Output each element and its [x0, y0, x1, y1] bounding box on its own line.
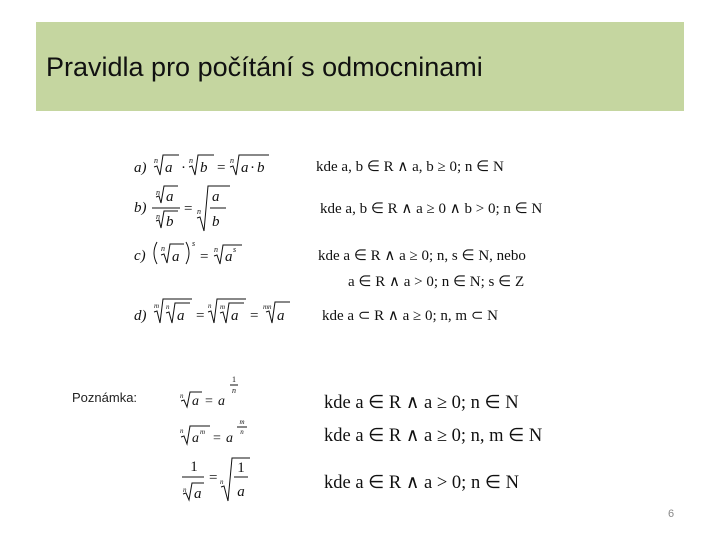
rule-b-formula	[134, 184, 264, 234]
svg-text:n: n	[183, 486, 187, 494]
svg-text:n: n	[166, 303, 170, 311]
rule-b-condition: kde a, b ∈ R ∧ a ≥ 0 ∧ b > 0; n ∈ N	[320, 201, 543, 217]
svg-text:=: =	[213, 431, 221, 446]
svg-text:a: a	[192, 431, 199, 446]
rule-a-formula	[134, 150, 284, 180]
svg-text:a: a	[218, 394, 225, 409]
svg-text:n: n	[197, 207, 201, 216]
rule-label: a)	[134, 160, 147, 176]
rule-c-condition: kde a ∈ R ∧ a ≥ 0; n, s ∈ N, nebo	[318, 248, 526, 264]
svg-text:a: a	[241, 160, 249, 176]
rule-a-condition: kde a, b ∈ R ∧ a, b ≥ 0; n ∈ N	[316, 159, 504, 175]
svg-text:a: a	[192, 394, 199, 409]
svg-text:=: =	[250, 308, 259, 324]
svg-text:1: 1	[190, 459, 198, 475]
svg-text:b: b	[166, 214, 174, 230]
svg-text:a: a	[231, 308, 239, 324]
svg-text:n: n	[156, 188, 160, 197]
page-number: 6	[668, 508, 675, 520]
svg-text:·: ·	[250, 160, 255, 176]
svg-text:mn: mn	[263, 303, 272, 311]
svg-text:=: =	[200, 249, 209, 265]
rule-d-formula	[134, 296, 304, 328]
svg-text:=: =	[209, 470, 218, 486]
rule-d-condition: kde a ⊂ R ∧ a ≥ 0; n, m ⊂ N	[322, 308, 498, 324]
svg-text:a: a	[226, 431, 233, 446]
svg-text:a: a	[194, 486, 202, 502]
svg-text:1: 1	[232, 375, 236, 384]
svg-text:n: n	[230, 156, 234, 165]
rule-label: c)	[134, 248, 146, 264]
rule-label: d)	[134, 308, 147, 324]
svg-text:b: b	[257, 160, 265, 176]
rule-c-formula	[134, 236, 264, 272]
svg-text:a: a	[237, 484, 245, 500]
note-label: Poznámka:	[72, 390, 138, 405]
svg-text:n: n	[161, 244, 165, 253]
svg-text:n: n	[180, 392, 184, 400]
rule-c-condition-alt: a ∈ R ∧ a > 0; n ∈ N; s ∈ Z	[348, 274, 525, 290]
svg-text:=: =	[184, 201, 193, 217]
svg-text:a: a	[165, 160, 173, 176]
note-2-formula	[180, 416, 270, 446]
svg-text:n: n	[154, 156, 158, 165]
svg-text:=: =	[205, 394, 213, 409]
svg-text:m: m	[220, 303, 226, 311]
svg-text:n: n	[240, 428, 244, 436]
svg-text:s: s	[192, 239, 196, 248]
note-2-condition: kde a ∈ R ∧ a ≥ 0; n, m ∈ N	[324, 426, 543, 446]
svg-text:a: a	[212, 189, 220, 205]
svg-text:n: n	[214, 245, 218, 254]
svg-text:1: 1	[237, 460, 245, 476]
svg-text:b: b	[200, 160, 208, 176]
svg-text:n: n	[232, 386, 236, 395]
svg-text:n: n	[180, 427, 184, 435]
svg-text:a: a	[166, 189, 174, 205]
svg-text:a: a	[172, 249, 180, 265]
svg-text:n: n	[208, 302, 212, 310]
svg-text:a: a	[177, 308, 185, 324]
slide-title: Pravidla pro počítání s odmocninami	[46, 52, 483, 82]
svg-text:s: s	[233, 245, 237, 254]
svg-text:a: a	[277, 308, 285, 324]
svg-text:m: m	[154, 302, 160, 310]
svg-text:m: m	[239, 418, 245, 426]
svg-text:n: n	[189, 156, 193, 165]
note-1-condition: kde a ∈ R ∧ a ≥ 0; n ∈ N	[324, 393, 519, 413]
svg-text:·: ·	[181, 160, 186, 176]
svg-text:n: n	[156, 212, 160, 221]
rule-label: b)	[134, 200, 147, 216]
svg-text:b: b	[212, 214, 220, 230]
svg-text:n: n	[220, 478, 224, 486]
note-3-condition: kde a ∈ R ∧ a > 0; n ∈ N	[324, 473, 519, 493]
note-1-formula	[180, 374, 260, 410]
svg-text:=: =	[196, 308, 205, 324]
title-bar	[36, 22, 684, 111]
svg-text:m: m	[200, 428, 206, 436]
svg-text:=: =	[217, 160, 226, 176]
note-3-formula	[180, 456, 270, 502]
svg-text:a: a	[225, 249, 233, 265]
